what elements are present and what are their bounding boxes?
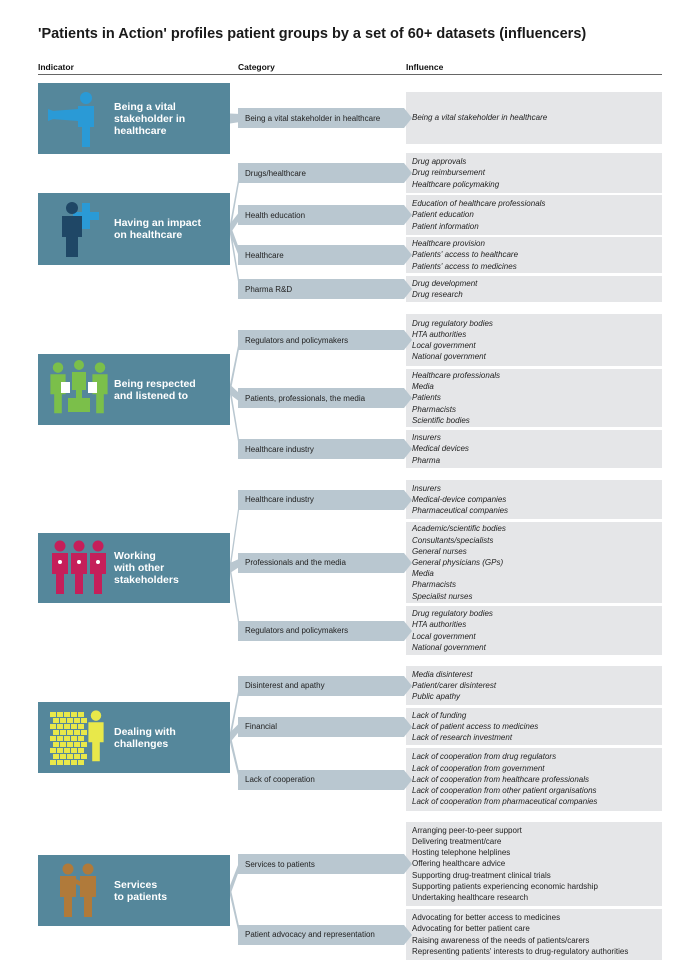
influence-item: Hosting telephone helplines [412, 848, 511, 858]
influence-item: Offering healthcare advice [412, 859, 506, 869]
category-arrow [404, 717, 412, 737]
category-arrow [404, 245, 412, 265]
influence-item: Lack of research investment [412, 733, 513, 743]
influence-item: National government [412, 352, 486, 362]
influence-item: Lack of cooperation from healthcare professionals [412, 774, 589, 784]
influence-box [406, 708, 662, 745]
page-title: 'Patients in Action' profiles patient groups by a set of 60+ datasets (influencers) [38, 26, 587, 42]
category-arrow [404, 388, 412, 408]
people-podium-icon [48, 360, 110, 420]
influence-item: Insurers [412, 483, 441, 493]
influence-item: Supporting patients experiencing economic hardship [412, 881, 598, 891]
category-box: Drugs/healthcare [238, 163, 404, 183]
indicator-label: Dealing with challenges [114, 725, 176, 750]
influence-item: Pharmaceutical companies [412, 506, 509, 516]
category-box: Patient advocacy and representation [238, 925, 404, 945]
indicator-label: Being respected and listened to [114, 377, 196, 402]
influence-item: Lack of cooperation from other patient organisations [412, 786, 597, 796]
influence-item: Scientific bodies [412, 415, 470, 425]
influence-item: HTA authorities [412, 329, 467, 339]
influence-item: Arranging peer-to-peer support [412, 825, 522, 835]
category-arrow [404, 553, 412, 573]
influence-box [406, 480, 662, 519]
influence-item: Lack of funding [412, 710, 467, 720]
influence-item: Drug research [412, 290, 463, 299]
category-box: Regulators and policymakers [238, 621, 404, 641]
indicator-label: Being a vital stakeholder in healthcare [114, 100, 186, 137]
category-arrow [404, 163, 412, 183]
influence-item: Pharma [412, 455, 441, 465]
influence-item: Lack of cooperation from government [412, 763, 545, 773]
influence-item: Media [412, 569, 434, 579]
influence-item: General physicians (GPs) [412, 557, 504, 567]
indicator-label: Working with other stakeholders [114, 550, 179, 586]
influence-item: Raising awareness of the needs of patients/carers [412, 935, 590, 945]
indicator-label: Services to patients [114, 878, 168, 903]
category-arrow [404, 439, 412, 459]
influence-item: Drug regulatory bodies [412, 318, 493, 328]
influence-item: Healthcare policymaking [412, 179, 500, 189]
category-arrow [404, 770, 412, 790]
category-box: Healthcare industry [238, 439, 404, 459]
influence-item: Patient education [412, 210, 474, 220]
influence-item: Patient information [412, 221, 479, 231]
influence-box [406, 92, 662, 144]
influence-item: Drug reimbursement [412, 168, 485, 178]
influence-item: Drug regulatory bodies [412, 609, 493, 619]
influence-item: National government [412, 642, 486, 652]
influence-item: Media [412, 382, 434, 392]
two-people-support-icon [48, 861, 110, 921]
indicator-label: Having an impact on healthcare [114, 217, 201, 241]
influence-item: Patient/carer disinterest [412, 680, 497, 690]
influence-column-header: Influence [406, 62, 444, 72]
influence-box [406, 153, 662, 193]
person-with-cross-icon [48, 199, 110, 259]
category-box: Healthcare industry [238, 490, 404, 510]
category-column-header: Category [238, 62, 275, 72]
indicator-box [38, 855, 230, 926]
indicator-box [38, 193, 230, 265]
influence-item: Public apathy [412, 692, 461, 702]
influence-box [406, 522, 662, 603]
influence-box [406, 276, 662, 302]
category-arrow [404, 330, 412, 350]
indicator-box [38, 702, 230, 773]
influence-item: Undertaking healthcare research [412, 893, 529, 903]
influence-box [406, 430, 662, 468]
category-arrow [404, 925, 412, 945]
header-divider [38, 74, 662, 75]
influence-item: Patients [412, 393, 441, 403]
indicator-column-header: Indicator [38, 62, 74, 72]
category-arrow [404, 676, 412, 696]
influence-box [406, 606, 662, 655]
category-arrow [404, 854, 412, 874]
category-box: Financial [238, 717, 404, 737]
influence-item: Lack of cooperation from pharmaceutical companies [412, 797, 598, 807]
influence-item: Media disinterest [412, 669, 473, 679]
indicator-box [38, 83, 230, 154]
influence-item: Representing patients' interests to drug-regulatory authorities [412, 946, 629, 956]
category-arrow [404, 490, 412, 510]
category-arrow [404, 205, 412, 225]
influence-item: Medical-device companies [412, 494, 507, 504]
influence-item: Local government [412, 341, 476, 350]
influence-item: Education of healthcare professionals [412, 199, 546, 209]
category-box: Being a vital stakeholder in healthcare [238, 108, 404, 128]
influence-box [406, 237, 662, 273]
influence-item: Lack of patient access to medicines [412, 721, 539, 731]
category-box: Disinterest and apathy [238, 676, 404, 696]
category-box: Pharma R&D [238, 279, 404, 299]
influence-item: General nurses [412, 546, 467, 556]
influence-item: Delivering treatment/care [412, 837, 502, 846]
influence-item: Advocating for better patient care [412, 924, 530, 934]
influence-item: Lack of cooperation from drug regulators [412, 752, 557, 762]
influence-item: Healthcare professionals [412, 371, 501, 380]
category-arrow [404, 108, 412, 128]
influence-item: Healthcare provision [412, 239, 485, 249]
category-box: Health education [238, 205, 404, 225]
influence-box [406, 369, 662, 427]
influence-box [406, 822, 662, 906]
influence-item: Pharmacists [412, 404, 457, 414]
category-arrow [404, 621, 412, 641]
influence-box [406, 909, 662, 960]
influence-item: Insurers [412, 433, 441, 443]
influence-box [406, 666, 662, 705]
three-people-icon [48, 538, 110, 598]
indicator-box [38, 533, 230, 603]
influence-item: Being a vital stakeholder in healthcare [412, 113, 548, 123]
influence-box [406, 748, 662, 811]
brick-wall-person-icon [48, 708, 110, 768]
influence-box [406, 195, 662, 235]
influence-item: Patients' access to medicines [412, 261, 517, 271]
category-box: Lack of cooperation [238, 770, 404, 790]
influence-item: Patients' access to healthcare [412, 250, 519, 260]
influence-item: Specialist nurses [412, 591, 473, 601]
indicator-box [38, 354, 230, 425]
influence-box [406, 314, 662, 366]
category-arrow [404, 279, 412, 299]
influence-item: Drug development [412, 278, 478, 288]
category-box: Healthcare [238, 245, 404, 265]
influence-item: Local government [412, 631, 476, 641]
influence-item: Pharmacists [412, 580, 457, 590]
influence-item: HTA authorities [412, 620, 467, 630]
category-box: Patients, professionals, the media [238, 388, 404, 408]
influence-item: Consultants/specialists [412, 535, 494, 545]
category-box: Professionals and the media [238, 553, 404, 573]
influence-item: Supporting drug-treatment clinical trials [412, 870, 551, 880]
influence-item: Advocating for better access to medicines [412, 913, 561, 923]
influence-item: Academic/scientific bodies [412, 524, 506, 534]
influence-item: Medical devices [412, 444, 469, 454]
category-box: Services to patients [238, 854, 404, 874]
megaphone-person-icon [48, 89, 110, 149]
category-box: Regulators and policymakers [238, 330, 404, 350]
influence-item: Drug approvals [412, 157, 467, 167]
